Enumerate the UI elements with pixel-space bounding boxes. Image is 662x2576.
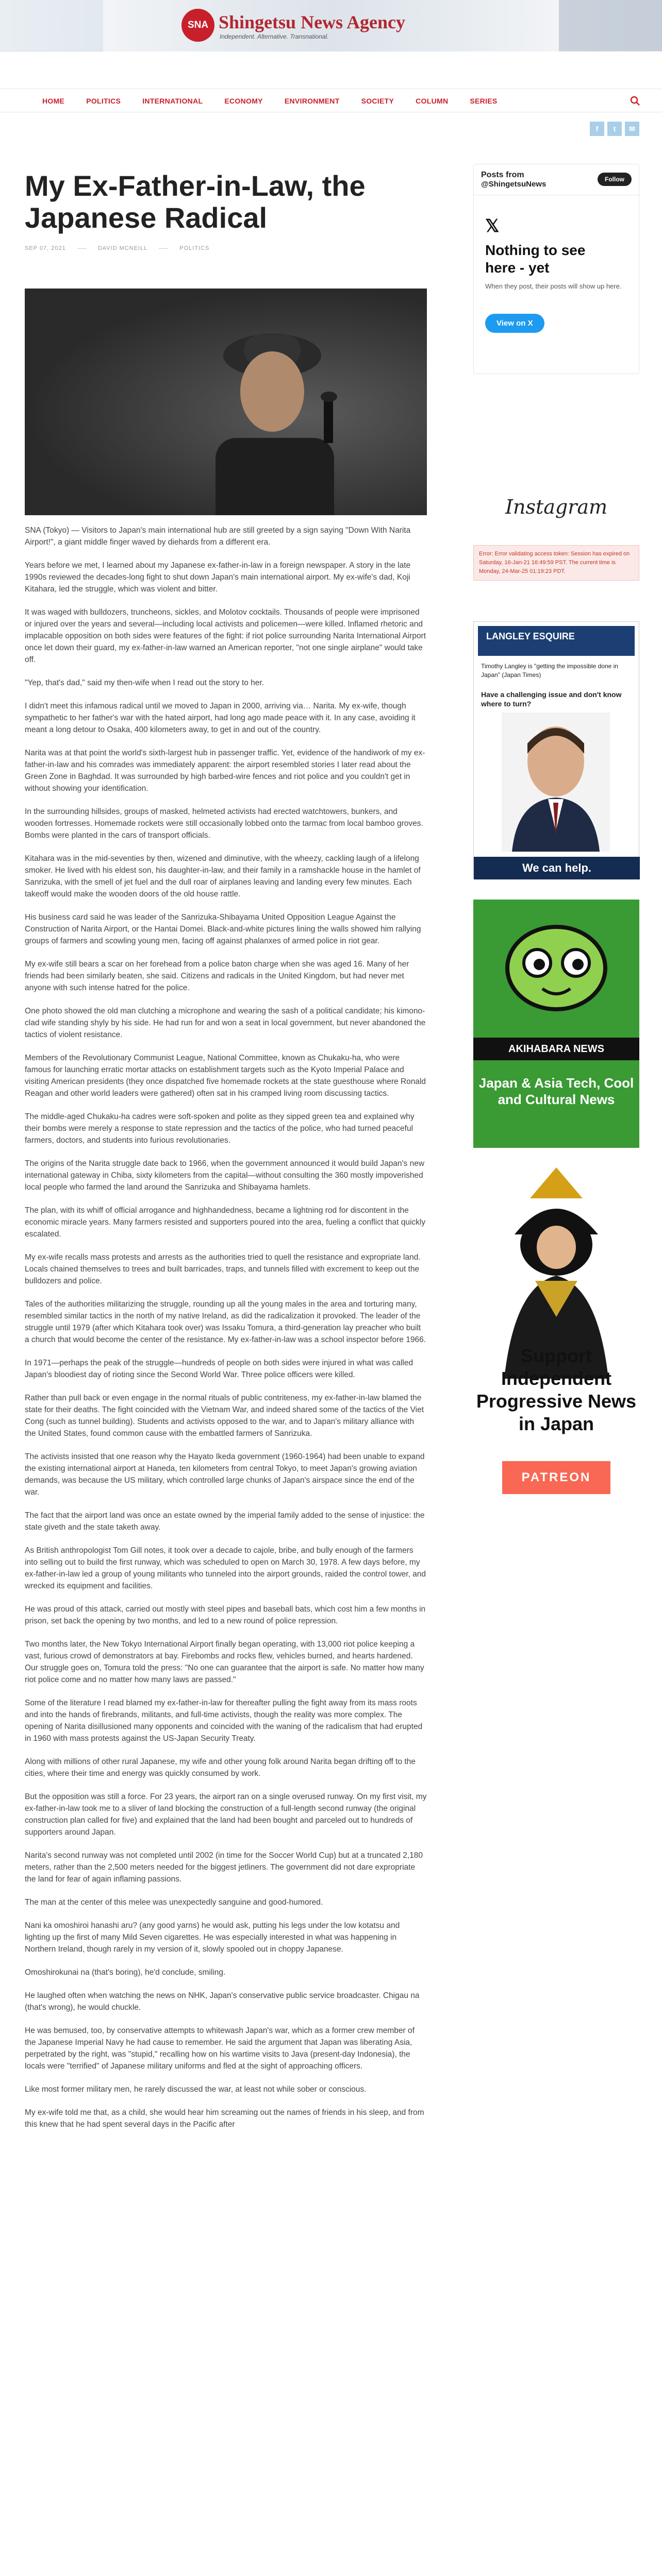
article-paragraph: The plan, with its whiff of official arrogance and highhandedness, became a lightning rod for discontent in the economic miracle years. Many farmers resisted and supporters poured into the area, fueling a conflict that quickly escalated. [25, 1206, 426, 1239]
share-buttons [590, 122, 639, 136]
view-on-x-button[interactable]: View on X [485, 314, 544, 333]
article-paragraph: My ex-wife recalls mass protests and arrests as the authorities tried to quell the resistance and expropriate land. Locals chained themselves to trees and built barricades, traps, and tunnels filled with excrement to keep out the bulldozers and police. [25, 1253, 421, 1285]
article-paragraph: The activists insisted that one reason why the Hayato Ikeda government (1960-1964) had been unable to expand the existing international airport at Haneda, ten kilometers from central Tokyo, to meet Japan's growing aviation demands, was because the US military, which controlled large chunks of Japan's airspace since the end of the war. [25, 1452, 425, 1497]
article-paragraph: Rather than pull back or even engage in the normal rituals of public contriteness, my ex-father-in-law blamed the state for their deaths. The fight coincided with the Vietnam War, and indeed shared some of the tactics of the Viet Cong (such as tunnel building). Students and activists opposed to the war, and to Japan's military alliance with the United States, found common cause with the embattled farmers of Sanrizuka. [25, 1394, 424, 1438]
article-paragraph: It was waged with bulldozers, truncheons, sickles, and Molotov cocktails. Thousands of people were imprisoned or injured over the years and several—including local activists and policemen—were killed. Inflamed rhetoric and implacable opposition on both sides were features of the fight: if riot police surrounding Narita International Airport once let down their guard, my ex-father-in-law warned an American reporter, "not one single airplane" would take off. [25, 608, 426, 664]
lawyer-portrait-image [502, 713, 610, 852]
nav-item-home[interactable]: HOME [42, 97, 65, 105]
twitter-follow-button[interactable]: Follow [598, 173, 632, 186]
article-paragraph: My ex-wife still bears a scar on her forehead from a police baton charge when she was aged 16. Many of her friends had been similarly beaten, she said. Citizens and radicals in the United Kingdom, but had never met anyone with such intense hatred for the police. [25, 960, 409, 992]
article-paragraph: He laughed often when watching the news on NHK, Japan's conservative public service broadcaster. Chigau na (that's wrong), he would chuckle. [25, 1991, 420, 2012]
site-tagline: Independent. Alternative. Transnational. [220, 33, 329, 40]
article-paragraph: Along with millions of other rural Japanese, my wife and other young folk around Narita began drifting off to the cities, where their time and energy was quickly consumed by work. [25, 1757, 416, 1778]
nav-item-economy[interactable]: ECONOMY [224, 97, 263, 105]
article-paragraph: The man at the center of this melee was unexpectedly sanguine and good-humored. [25, 1898, 323, 1907]
akihabara-mascot-icon [501, 914, 611, 1017]
site-logo-mark[interactable]: SNA [181, 9, 214, 42]
langley-cta[interactable]: We can help. [474, 857, 640, 879]
article-header [25, 170, 427, 251]
nav-item-series[interactable]: SERIES [470, 97, 498, 105]
langley-esquire-ad[interactable] [473, 621, 639, 879]
search-icon[interactable] [630, 96, 640, 106]
article-date: SEP 07, 2021 [25, 245, 66, 251]
article-paragraph: In the surrounding hillsides, groups of masked, helmeted activists had erected watchtowers, bunkers, and wooden fortresses. Homemade rockets were still occasionally lobbed onto the tarmac from local bamboo groves. Bombs were planted in the cars of transport officials. [25, 807, 423, 840]
support-text: Support Independent Progressive News in Japan [476, 1345, 637, 1434]
article-paragraph: But the opposition was still a force. For 23 years, the airport ran on a single overused runway. On my first visit, my ex-father-in-law took me to a sliver of land blocking the construction of a full-length second runway (the original construction plan called for five) and explained that the land had been bought and parceled out to hundreds of supporters around Japan. [25, 1792, 427, 1837]
article-paragraph: Nani ka omoshiroi hanashi aru? (any good yarns) he would ask, putting his legs under the low kotatsu and lighting up the first of many Mild Seven cigarettes. He was especially interested in what was happening in Northern Ireland, though rarely in my version of it, slowly spooled out in choppy Japanese. [25, 1921, 400, 1954]
akihabara-news-ad[interactable] [473, 900, 639, 1148]
article-paragraph: Tales of the authorities militarizing the struggle, rounding up all the young males in the area and torturing many, resembled similar tactics in the north of my native Ireland, as did the radicalization it provoked. The leader of the struggle until 1979 (after which Kitahara took over) was Issaku Tomura, a third-generation lay preacher who built a church that would become the center of the resistance. My ex-father-in-law was a school inspector before 1966. [25, 1300, 426, 1344]
akihabara-news-band: AKIHABARA NEWS [473, 1038, 639, 1060]
article-paragraph: The middle-aged Chukaku-ha cadres were soft-spoken and polite as they sipped green tea and explained why their bombs were merely a response to state repression and the tactics of the police, who had turned peaceful farmers, doctors, and students into furious revolutionaries. [25, 1112, 415, 1145]
langley-quote: Timothy Langley is "getting the impossible done in Japan" (Japan Times) [481, 663, 618, 679]
article-paragraph: Years before we met, I learned about my Japanese ex-father-in-law in a foreign newspaper. A story in the late 1990s reviewed the decades-long fight to shut down Japan's main international airport. My ex-wife's dad, Koji Kitahara, led the struggle, which was violent and bitter. [25, 561, 411, 594]
article-paragraph: One photo showed the old man clutching a microphone and wearing the sash of a political candidate; his kimono-clad wife standing shyly by his side. He had run for and won a seat in local government, but never abandoned the tactics of violent resistance. [25, 1007, 426, 1039]
article-paragraph: SNA (Tokyo) — Visitors to Japan's main international hub are still greeted by a sign saying "Down With Narita Airport!", a giant middle finger waved by diehards from a different era. [25, 526, 411, 547]
article-meta [25, 245, 427, 251]
article-paragraph: My ex-wife told me that, as a child, she would hear him screaming out the names of friends in his sleep, and from this knew that he had spent several days in the Pacific after [25, 2108, 424, 2129]
article-body [25, 524, 427, 2142]
meta-separator [159, 248, 168, 249]
twitter-widget-title: Posts from [481, 171, 524, 179]
article-paragraph: Like most former military men, he rarely discussed the war, at least not while sober or conscious. [25, 2085, 367, 2094]
article-paragraph: Some of the literature I read blamed my ex-father-in-law for thereafter pulling the fight away from its mass roots and into the hands of firebrands, militants, and full-time activists, though the reality was more complex. The opening of Narita disillusioned many opponents and coincided with the waning of the radicalism that had erupted in 1960 with mass protests against the US-Japan Security Treaty. [25, 1699, 423, 1743]
article-paragraph: He was bemused, too, by conservative attempts to whitewash Japan's war, which as a former crew member of the Japanese Imperial Navy he had cause to remember. He said the argument that Japan was liberating Asia, perpetrated by the right, was "stupid," recalling how on his wartime visits to Java (present-day Indonesia), the locals were "terrified" of Japanese military uniforms and fled at the sight of approaching officers. [25, 2026, 415, 2071]
article-paragraph: Members of the Revolutionary Communist League, National Committee, known as Chukaku-ha, who were famous for launching erratic mortar attacks on establishment targets such as the Kyoto Imperial Palace and visiting American presidents (they once dispatched five homemade rockets at the state guesthouse where Ronald Reagan and other world leaders were gathered) often sat in his cramped living room discussing tactics. [25, 1054, 426, 1098]
article-paragraph: Narita's second runway was not completed until 2002 (in time for the Soccer World Cup) but at a truncated 2,180 meters, rather than the 2,500 meters needed for the biggest jetliners. The government did not dare expropriate the land for fear of again inflaming passions. [25, 1851, 423, 1884]
twitter-widget-header [474, 164, 639, 195]
article-category[interactable]: POLITICS [179, 245, 210, 251]
article-author[interactable]: DAVID MCNEILL [97, 245, 148, 251]
article-paragraph: Kitahara was in the mid-seventies by then, wizened and diminutive, with the wheezy, cackling laugh of a lifelong smoker. He lived with his eldest son, his daughter-in-law, and their family in a ramshackle house in the hamlet of Sanrizuka, with the smell of jet fuel and the dull roar of airplanes leaving and landing every few minutes. Each takeoff would make the wooden doors of the old house rattle. [25, 854, 421, 899]
sidebar [473, 164, 639, 1484]
twitter-share-icon[interactable]: t [607, 122, 622, 136]
akihabara-news-text: Japan & Asia Tech, Cool and Cultural News [478, 1075, 634, 1107]
article-paragraph: The fact that the airport land was once an estate owned by the imperial family added to the sense of injustice: the state giveth and the state taketh away. [25, 1511, 425, 1532]
twitter-empty-headline: Nothing to see here - yet [485, 242, 586, 276]
article-paragraph: His business card said he was leader of the Sanrizuka-Shibayama United Opposition League Against the Construction of Narita Airport, or the Hantai Domei. Black-and-white pictures lining the walls showed him rallying groups of farmers and scowling young men, facing off against phalanxes of armed police in riot gear. [25, 913, 421, 945]
instagram-error-message: Error: Error validating access token: Session has expired on Saturday, 16-Jan-21 16:49:59 PST. The current time is Monday, 24-Mar-25 01:19:23 PDT. [473, 545, 639, 581]
article-hero-image [25, 289, 427, 515]
article-paragraph: Narita was at that point the world's sixth-largest hub in passenger traffic. Yet, evidence of the handiwork of my ex-father-in-law and his comrades was immediately apparent: the airport resembled stories I later read about the Green Zone in Baghdad. It was surrounded by high barbed-wire fences and riot police and you couldn't get in without showing your identification. [25, 749, 425, 793]
article-paragraph: "Yep, that's dad," said my then-wife when I read out the story to her. [25, 679, 264, 687]
nav-item-society[interactable]: SOCIETY [361, 97, 394, 105]
site-name[interactable]: Shingetsu News Agency [219, 12, 406, 32]
nav-item-politics[interactable]: POLITICS [86, 97, 121, 105]
article-paragraph: As British anthropologist Tom Gill notes, it took over a decade to cajole, bribe, and bully enough of the farmers into selling out to build the first runway, which was scheduled to open on March 30, 1978. A few days before, my ex-father-in-law led a group of young militants who tunneled into the airport grounds, raided the control tower, and wrecked its equipment and facilities. [25, 1546, 426, 1590]
article-paragraph: The origins of the Narita struggle date back to 1966, when the government announced it would build Japan's new international gateway in Chiba, sixty kilometers from the capital—without consulting the 360 mostly impoverished local people who farmed the land around the Sanrizuka and Shibayama hamlets. [25, 1159, 425, 1192]
x-logo-icon: 𝕏 [485, 216, 500, 236]
facebook-share-icon[interactable]: f [590, 122, 604, 136]
article-paragraph: Two months later, the New Tokyo International Airport finally began operating, with 13,000 riot police keeping a vast, furious crowd of demonstrators at bay. Firebombs and rocks flew, vehicles burned, and hearts hardened. Our struggle goes on, Tomura told the press: "No one can guarantee that the airport is safe. No matter how many riot police come and no matter how many laws are passed." [25, 1640, 424, 1684]
instagram-title: Instagram [505, 496, 608, 518]
article-paragraph: Omoshirokunai na (that's boring), he'd conclude, smiling. [25, 1968, 226, 1977]
article-paragraph: In 1971—perhaps the peak of the struggle—hundreds of people on both sides were injured in what was called Japan's bloodiest day of rioting since the Second World War. Three police officers were killed. [25, 1359, 413, 1379]
article-title: My Ex-Father-in-Law, the Japanese Radical [25, 170, 366, 234]
nav-item-column[interactable]: COLUMN [416, 97, 449, 105]
man-with-hat-image [195, 319, 360, 515]
main-navigation [0, 89, 662, 112]
patreon-button[interactable]: PATREON [502, 1461, 610, 1494]
langley-logo: LANGLEY ESQUIRE [478, 626, 635, 656]
twitter-empty-subtext: When they post, their posts will show up here. [485, 282, 622, 290]
article-paragraph: I didn't meet this infamous radical until we moved to Japan in 2000, arriving via… Narita. My ex-wife, though sympathetic to her father's war with the hated airport, had long ago made peace with it. In any case, avoiding it meant a long detour to Osaka, 400 kilometers away, to get in and out of the country. [25, 702, 416, 734]
article-paragraph: He was proud of this attack, carried out mostly with steel pipes and baseball bats, which cost him a few months in prison, set back the opening by two months, and led to a new round of police repression. [25, 1605, 426, 1625]
twitter-widget [473, 164, 639, 374]
nav-item-environment[interactable]: ENVIRONMENT [284, 97, 340, 105]
email-share-icon[interactable]: ✉ [625, 122, 639, 136]
twitter-handle[interactable]: @ShingetsuNews [481, 180, 547, 189]
nav-item-international[interactable]: INTERNATIONAL [142, 97, 203, 105]
langley-question: Have a challenging issue and don't know where to turn? [481, 690, 622, 708]
meta-separator [77, 248, 87, 249]
